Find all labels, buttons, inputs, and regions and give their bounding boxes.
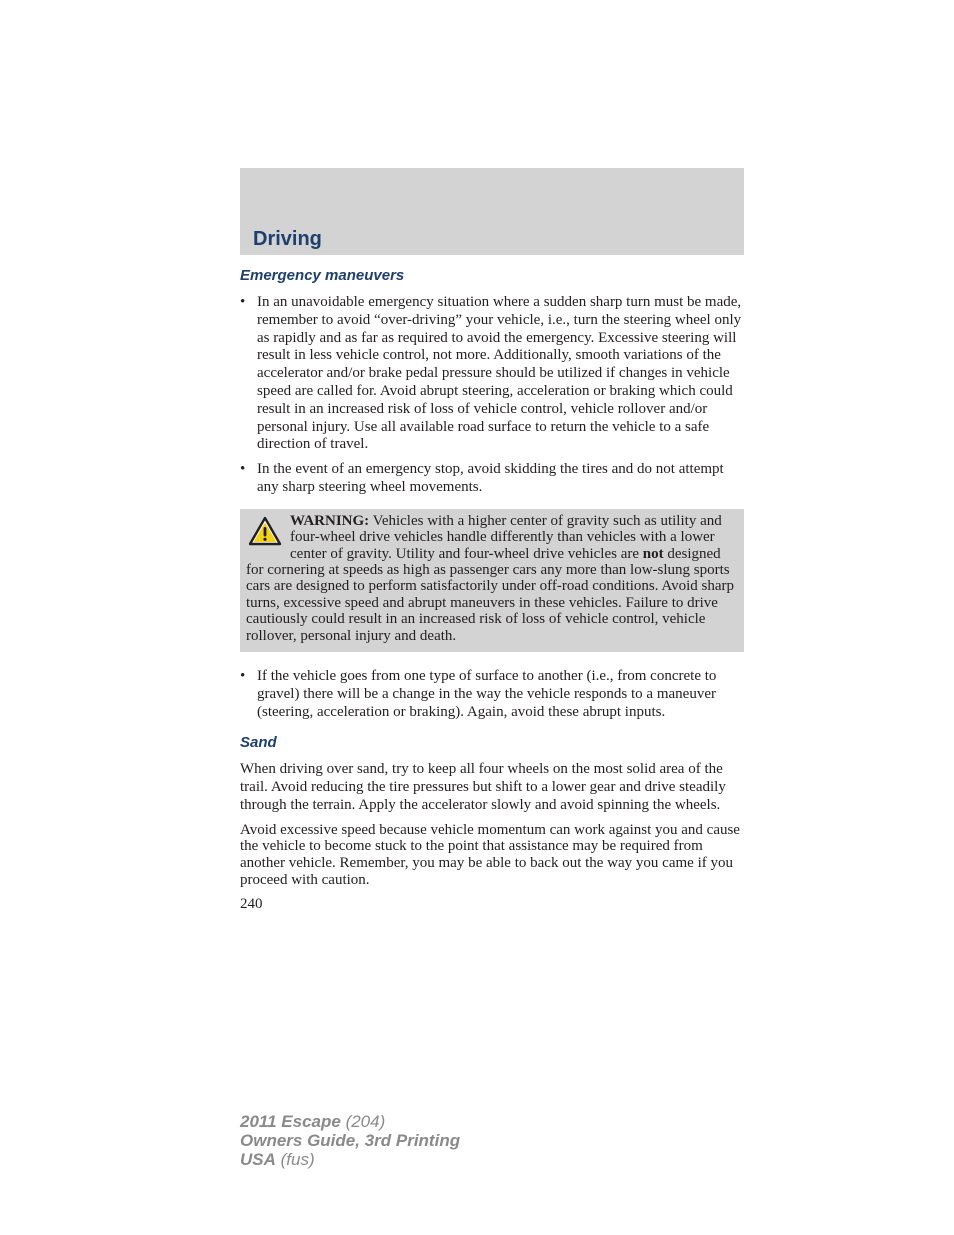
footer-region-code: (fus) [280,1150,315,1169]
bullet-item: • In an unavoidable emergency situation where a sudden sharp turn must be made, remember to avoid “over-driving” your vehicle, i.e., turn the steering wheel only as rapidly and as far as required to avoid the emergency. Excessive steering will result in less vehicle control, not more. Additionally, smooth variations of the accelerator and/or brake pedal pressure should be utilized if changes in vehicle speed are called for. Avoid abrupt steering, acceleration or braking which could result in an increased risk of loss of vehicle control, vehicle rollover and/or personal injury. Use all available road surface to return the vehicle to a safe direction of travel. [240,294,744,454]
warning-box [240,509,744,652]
footer-region: USA [240,1150,276,1169]
warning-text: Vehicles with a higher center of gravity such as utility and four-wheel drive vehicles handle differently than vehicles with a lower center of gravity. Utility and four-wheel drive vehicles are [290,512,722,562]
sand-paragraph: When driving over sand, try to keep all four wheels on the most solid area of the trail. Avoid reducing the tire pressures but shift to a lower gear and drive steadily through the terrain. Apply the accelerator slowly and avoid spinning the wheels. [240,761,726,813]
footer-guide: Owners Guide, 3rd Printing [240,1131,461,1150]
bullet-item: • If the vehicle goes from one type of surface to another (i.e., from concrete to gravel) there will be a change in the way the vehicle responds to a maneuver (steering, acceleration or braking). Again, avoid these abrupt inputs. [240,668,744,721]
footer-model: 2011 Escape [240,1112,341,1131]
footer-model-code: (204) [345,1112,386,1131]
warning-label: WARNING: [290,512,370,529]
emergency-bullet-list-continued [240,668,744,721]
footer-line-model [240,1112,460,1131]
page-number: 240 [240,896,263,913]
footer-line-guide [240,1131,460,1150]
section-title-sand: Sand [240,734,277,752]
bullet-item: • In the event of an emergency stop, avoid skidding the tires and do not attempt any sharp steering wheel movements. [240,461,744,497]
chapter-title: Driving [253,228,322,250]
warning-emphasis: not [642,545,664,562]
document-footer [240,1112,460,1169]
warning-triangle-icon [248,516,282,546]
page-content [240,266,744,913]
footer-line-region [240,1150,460,1169]
sand-paragraph: Avoid excessive speed because vehicle momentum can work against you and cause the vehicle to become stuck to the point that assistance may be required from another vehicle. Remember, you may be able to back out the way you came if you proceed with caution. [240,821,740,888]
section-title-emergency-maneuvers: Emergency maneuvers [240,267,405,284]
warning-text-continued: designed for cornering at speeds as high as passenger cars any more than low-slung sports cars are designed to perform satisfactorily under off-road conditions. Avoid sharp turns, excessive speed and abrupt maneuvers in these vehicles. Failure to drive cautiously could result in an increased risk of loss of vehicle control, vehicle rollover, personal injury and death. [246,545,735,644]
section-header-band [240,168,744,255]
emergency-bullet-list [240,294,744,497]
